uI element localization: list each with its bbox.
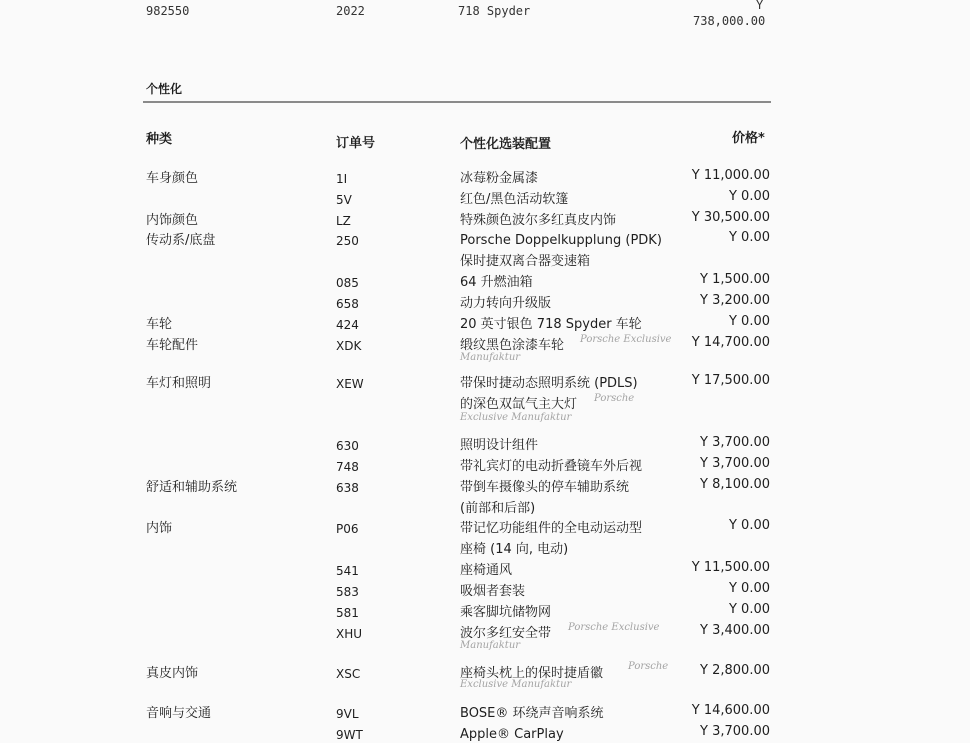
row-order-code: 085 xyxy=(336,276,359,290)
row-order-code: XSC xyxy=(336,667,361,681)
row-price: Y 11,000.00 xyxy=(691,168,770,183)
row-price: Y 30,500.00 xyxy=(691,210,770,225)
row-price: Y 3,700.00 xyxy=(700,435,770,450)
row-order-code: 424 xyxy=(336,318,359,332)
row-order-code: 658 xyxy=(336,297,359,311)
row-price: Y 14,600.00 xyxy=(691,703,770,718)
row-category: 真皮内饰 xyxy=(146,666,199,681)
col-header-config: 个性化选装配置 xyxy=(460,137,552,152)
row-price: Y 0.00 xyxy=(728,189,770,204)
row-description: 照明设计组件 xyxy=(460,438,539,453)
row-price: Y 0.00 xyxy=(728,581,770,596)
row-description: 20 英寸银色 718 Spyder 车轮 xyxy=(460,317,642,332)
row-order-code: 1I xyxy=(336,172,348,186)
exclusive-manufaktur-note: Manufaktur xyxy=(460,352,521,363)
row-description: 缎纹黑色涂漆车轮 xyxy=(460,338,565,353)
row-description: 64 升燃油箱 xyxy=(460,275,533,290)
row-order-code: 638 xyxy=(336,481,359,495)
row-description: 红色/黑色活动软篷 xyxy=(460,192,569,207)
row-order-code: 541 xyxy=(336,564,359,578)
row-order-code: P06 xyxy=(336,522,359,536)
exclusive-manufaktur-note: Porsche Exclusive xyxy=(568,622,660,633)
row-description: 冰莓粉金属漆 xyxy=(460,171,539,186)
row-description: BOSE® 环绕声音响系统 xyxy=(460,706,604,721)
section-divider xyxy=(143,101,771,103)
section-title: 个性化 xyxy=(146,82,183,96)
row-category: 音响与交通 xyxy=(146,706,212,721)
exclusive-manufaktur-note: Exclusive Manufaktur xyxy=(460,679,572,690)
row-price: Y 2,800.00 xyxy=(700,663,770,678)
top-year: 2022 xyxy=(336,4,365,18)
row-price: Y 3,200.00 xyxy=(700,293,770,308)
row-description: (前部和后部) xyxy=(460,501,536,516)
row-price: Y 0.00 xyxy=(728,518,770,533)
row-category: 内饰颜色 xyxy=(146,213,199,228)
row-order-code: 583 xyxy=(336,585,359,599)
row-order-code: 581 xyxy=(336,606,359,620)
row-price: Y 3,700.00 xyxy=(700,456,770,471)
row-price: Y 8,100.00 xyxy=(700,477,770,492)
col-header-category: 种类 xyxy=(146,132,173,147)
row-category: 内饰 xyxy=(146,521,173,536)
row-price: Y 0.00 xyxy=(728,602,770,617)
row-description: 座椅 (14 向, 电动) xyxy=(460,542,569,557)
row-description: 带礼宾灯的电动折叠镜车外后视 xyxy=(460,459,643,474)
row-description: 带保时捷动态照明系统 (PDLS) xyxy=(460,376,638,391)
row-price: Y 1,500.00 xyxy=(700,272,770,287)
row-description: 座椅头枕上的保时捷盾徽 xyxy=(460,666,604,681)
row-description: 波尔多红安全带 xyxy=(460,626,552,641)
row-description: 保时捷双离合器变速箱 xyxy=(460,254,591,269)
row-order-code: XHU xyxy=(336,627,363,641)
exclusive-manufaktur-note: Porsche xyxy=(628,661,669,672)
row-order-code: 748 xyxy=(336,460,359,474)
col-header-order: 订单号 xyxy=(336,136,376,151)
row-description: Apple® CarPlay xyxy=(460,727,564,742)
row-order-code: 9WT xyxy=(336,728,363,742)
row-price: Y 3,400.00 xyxy=(700,623,770,638)
row-order-code: XDK xyxy=(336,339,362,353)
row-category: 车轮配件 xyxy=(146,338,199,353)
row-description: 特殊颜色波尔多红真皮内饰 xyxy=(460,213,617,228)
row-category: 车身颜色 xyxy=(146,171,199,186)
row-price: Y 0.00 xyxy=(728,314,770,329)
row-order-code: 630 xyxy=(336,439,359,453)
row-price: Y 14,700.00 xyxy=(691,335,770,350)
row-description: 带记忆功能组件的全电动运动型 xyxy=(460,521,643,536)
row-price: Y 17,500.00 xyxy=(691,373,770,388)
row-order-code: LZ xyxy=(336,214,351,228)
row-price: Y 11,500.00 xyxy=(691,560,770,575)
top-model: 718 Spyder xyxy=(458,4,531,18)
row-description: 的深色双氙气主大灯 xyxy=(460,397,578,412)
row-category: 舒适和辅助系统 xyxy=(146,480,238,495)
row-price: Y 3,700.00 xyxy=(700,724,770,739)
top-code: 982550 xyxy=(146,4,190,18)
exclusive-manufaktur-note: Porsche xyxy=(594,393,635,404)
top-price-symbol: Y xyxy=(756,0,764,12)
row-category: 车灯和照明 xyxy=(146,376,212,391)
row-description: 座椅通风 xyxy=(460,563,513,578)
row-order-code: XEW xyxy=(336,377,364,391)
row-order-code: 5V xyxy=(336,193,352,207)
row-description: 动力转向升级版 xyxy=(460,296,552,311)
row-category: 车轮 xyxy=(146,317,173,332)
row-order-code: 9VL xyxy=(336,707,359,721)
top-price-value: 738,000.00 xyxy=(693,14,766,28)
exclusive-manufaktur-note: Porsche Exclusive xyxy=(580,334,672,345)
exclusive-manufaktur-note: Exclusive Manufaktur xyxy=(460,412,572,423)
row-description: 乘客脚坑储物网 xyxy=(460,605,552,620)
row-description: 带倒车摄像头的停车辅助系统 xyxy=(460,480,630,495)
col-header-price: 价格* xyxy=(732,131,765,146)
row-order-code: 250 xyxy=(336,234,359,248)
row-description: Porsche Doppelkupplung (PDK) xyxy=(460,233,662,248)
row-category: 传动系/底盘 xyxy=(146,233,216,248)
row-price: Y 0.00 xyxy=(728,230,770,245)
exclusive-manufaktur-note: Manufaktur xyxy=(460,640,521,651)
row-description: 吸烟者套装 xyxy=(460,584,526,599)
